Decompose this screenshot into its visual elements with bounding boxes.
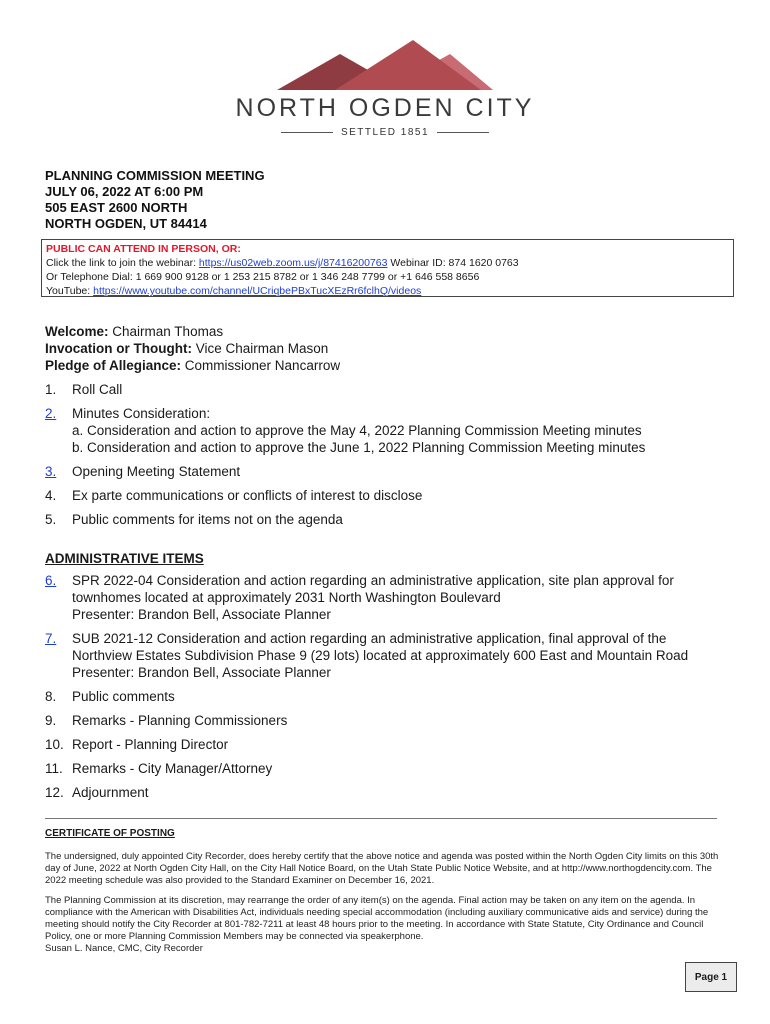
welcome-label: Welcome:: [45, 324, 109, 339]
item-text: Ex parte communications or conflicts of interest to disclose: [72, 488, 423, 503]
agenda-item: [45, 630, 735, 681]
item-number-link[interactable]: 3.: [45, 464, 57, 479]
agenda-list: [45, 381, 735, 808]
item-text: Opening Meeting Statement: [72, 464, 241, 479]
administrative-items-heading: ADMINISTRATIVE ITEMS: [45, 551, 204, 566]
item-line: Northview Estates Subdivision Phase 9 (29 lots) located at approximately 600 East and Mountain Road: [72, 648, 689, 663]
certificate-paragraph: The undersigned, duly appointed City Recorder, does hereby certify that the above notice and agenda was posted within the North Ogden City limits on this 30th day of June, 2022 at North Ogden City Hall, on the City Hall Notice Board, on the Utah State Public Notice Website, and at http://www.northogdencity.com. The 2022 meeting schedule was also provided to the Standard Examiner on December 16, 2021.: [45, 851, 719, 886]
agenda-item: [45, 784, 735, 801]
agenda-item: [45, 760, 735, 777]
item-number: 4.: [45, 488, 57, 503]
webinar-id: Webinar ID: 874 1620 0763: [387, 257, 519, 269]
public-attendance-box: [41, 239, 734, 297]
agenda-item: [45, 572, 735, 623]
item-number: 9.: [45, 713, 57, 728]
agenda-item: [45, 487, 735, 504]
city-name: NORTH OGDEN CITY: [235, 94, 535, 122]
item-body: [72, 630, 688, 681]
settled-row: [0, 127, 770, 138]
webinar-line: [46, 256, 729, 270]
item-presenter: Presenter: Brandon Bell, Associate Planner: [72, 607, 331, 622]
youtube-line: [46, 284, 729, 298]
agenda-item: [45, 405, 735, 456]
item-number: 10.: [45, 737, 64, 752]
section-divider: [45, 818, 717, 819]
invocation-label: Invocation or Thought:: [45, 341, 192, 356]
item-number: 12.: [45, 785, 64, 800]
item-body: [72, 572, 674, 623]
item-number: 1.: [45, 382, 57, 397]
item-text: Public comments for items not on the agenda: [72, 512, 343, 527]
item-body: [72, 405, 645, 456]
agenda-item: [45, 511, 735, 528]
item-text: Minutes Consideration:: [72, 406, 211, 421]
invocation-value: Vice Chairman Mason: [191, 341, 329, 356]
meeting-address: 505 EAST 2600 NORTH: [45, 200, 188, 215]
city-logo: [0, 40, 770, 138]
invocation-row: [45, 340, 340, 357]
pledge-label: Pledge of Allegiance:: [45, 358, 182, 373]
certificate-heading: CERTIFICATE OF POSTING: [45, 828, 175, 839]
welcome-row: [45, 323, 340, 340]
meeting-header: [45, 168, 265, 232]
agenda-item: [45, 688, 735, 705]
meeting-city: NORTH OGDEN, UT 84414: [45, 216, 207, 231]
item-number: 11.: [45, 761, 63, 776]
webinar-link[interactable]: https://us02web.zoom.us/j/87416200763: [198, 257, 388, 269]
youtube-prefix: YouTube:: [46, 285, 94, 297]
item-text: Adjournment: [72, 785, 149, 800]
meeting-title: PLANNING COMMISSION MEETING: [45, 168, 265, 183]
item-number: 8.: [45, 689, 57, 704]
item-text: Remarks - City Manager/Attorney: [72, 761, 273, 776]
recorder-signature: Susan L. Nance, CMC, City Recorder: [45, 943, 203, 954]
pledge-row: [45, 357, 340, 374]
item-line: SPR 2022-04 Consideration and action regarding an administrative application, site plan approval for: [72, 573, 674, 588]
divider: [281, 132, 333, 133]
item-text: Report - Planning Director: [72, 737, 229, 752]
disclaimer-paragraph: The Planning Commission at its discretion, may rearrange the order of any item(s) on the agenda. Final action may be taken on any item on the agenda. In compliance with the American with Disabilities Act, individuals needing special accommodation (including auxiliary communicative aids and service) during the meeting should notify the City Recorder at 801-782-7211 at least 48 hours prior to the meeting. In accordance with State Statute, City Ordinance and Council Policy, one or more Planning Commission Members may be connected via speakerphone.: [45, 895, 709, 942]
page-number-badge: Page 1: [685, 962, 737, 992]
settled-text: SETTLED 1851: [340, 127, 430, 138]
agenda-item: [45, 736, 735, 753]
item-text: Roll Call: [72, 382, 123, 397]
pledge-value: Commissioner Nancarrow: [181, 358, 341, 373]
item-text: Public comments: [72, 689, 175, 704]
public-title: PUBLIC CAN ATTEND IN PERSON, OR:: [46, 243, 241, 255]
item-line: SUB 2021-12 Consideration and action regarding an administrative application, final approval of the: [72, 631, 667, 646]
item-number: 5.: [45, 512, 57, 527]
item-sub-a: a. Consideration and action to approve the May 4, 2022 Planning Commission Meeting minutes: [72, 423, 642, 438]
item-sub-b: b. Consideration and action to approve the June 1, 2022 Planning Commission Meeting minutes: [72, 440, 646, 455]
divider: [437, 132, 489, 133]
meeting-roles: [45, 323, 340, 374]
agenda-item: [45, 712, 735, 729]
item-number-link[interactable]: 6.: [45, 573, 57, 588]
meeting-datetime: JULY 06, 2022 AT 6:00 PM: [45, 184, 204, 199]
agenda-item: [45, 381, 735, 398]
telephone-line: Or Telephone Dial: 1 669 900 9128 or 1 253 215 8782 or 1 346 248 7799 or +1 646 558 8656: [46, 271, 480, 283]
item-number-link[interactable]: 2.: [45, 406, 57, 421]
agenda-item: [45, 463, 735, 480]
welcome-value: Chairman Thomas: [108, 324, 224, 339]
item-line: townhomes located at approximately 2031 North Washington Boulevard: [72, 590, 501, 605]
youtube-link[interactable]: https://www.youtube.com/channel/UCriqbePBxTucXEzRr6fclhQ/videos: [93, 285, 422, 297]
mountains-logo-icon: [275, 40, 495, 92]
webinar-prefix: Click the link to join the webinar:: [46, 257, 199, 269]
item-text: Remarks - Planning Commissioners: [72, 713, 288, 728]
item-number-link[interactable]: 7.: [45, 631, 57, 646]
item-presenter: Presenter: Brandon Bell, Associate Planner: [72, 665, 331, 680]
